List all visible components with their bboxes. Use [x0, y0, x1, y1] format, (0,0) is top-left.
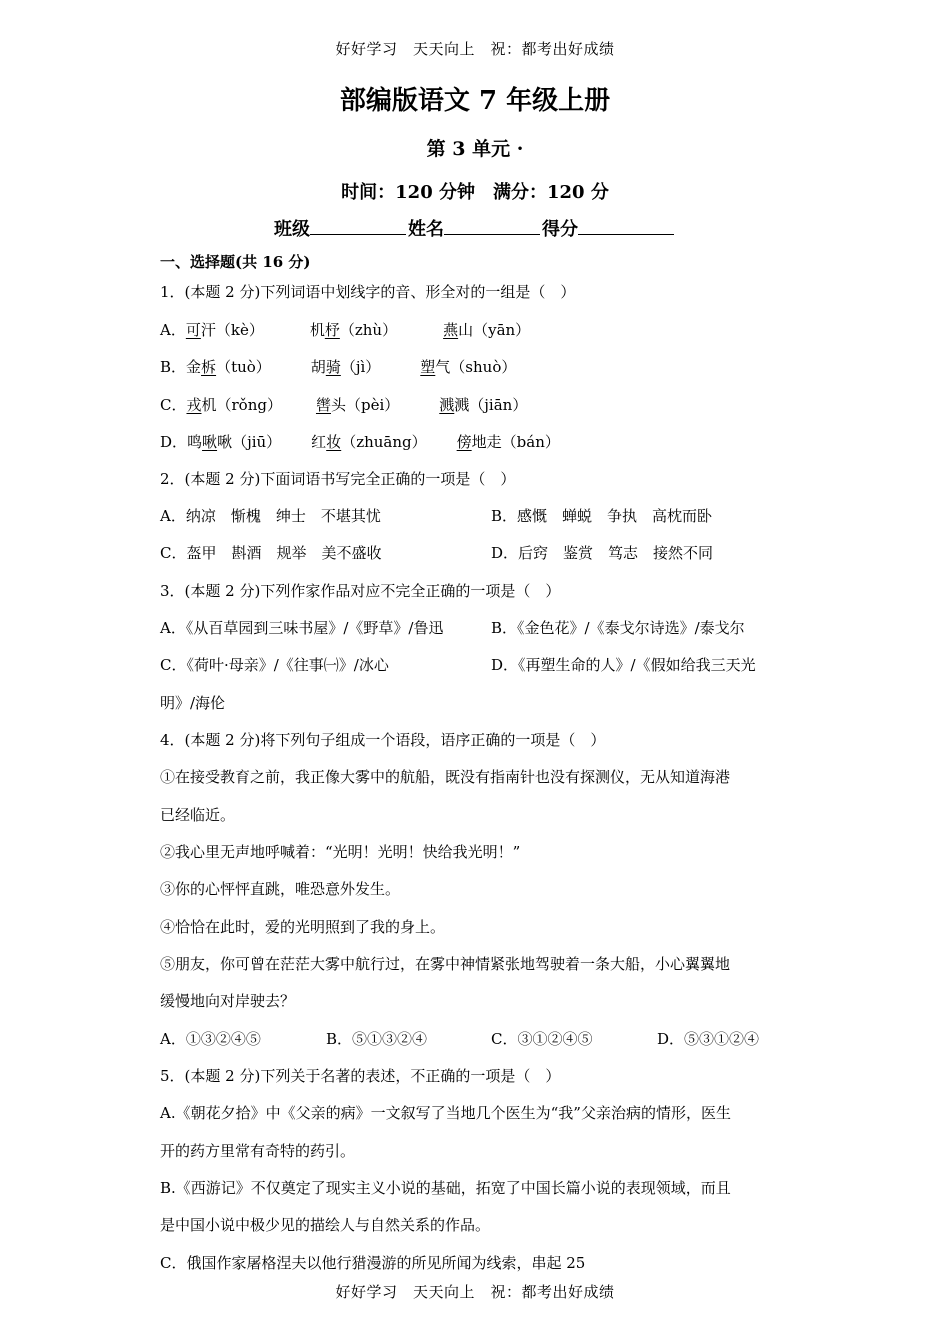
question-4-sentence-5-cont: 缓慢地向对岸驶去？ [160, 992, 296, 1010]
question-3-stem: 3．(本题 2 分)下列作家作品对应不完全正确的一项是（ ） [160, 582, 561, 600]
question-3-option-b: B．《金色花》/《泰戈尔诗选》/泰戈尔 [491, 619, 745, 637]
section-heading: 一、选择题(共 16 分) [160, 253, 311, 271]
question-4-stem: 4．(本题 2 分)将下列句子组成一个语段，语序正确的一项是（ ） [160, 731, 606, 749]
student-info [0, 215, 950, 241]
question-5-option-a: A.《朝花夕拾》中《父亲的病》一文叙写了当地几个医生为“我”父亲治病的情形，医生 [160, 1104, 731, 1122]
question-1-option-d: D．鸣啾啾（jiū） 红妆（zhuāng） 傍地走（bán） [160, 433, 560, 451]
page-title: 部编版语文 7 年级上册 [339, 86, 611, 116]
question-5-option-b-cont: 是中国小说中极少见的描绘人与自然关系的作品。 [160, 1216, 491, 1234]
question-4-sentence-3: ③你的心怦怦直跳，唯恐意外发生。 [160, 880, 401, 898]
name-blank[interactable] [444, 218, 540, 235]
class-label: 班级 [274, 219, 310, 240]
question-1-stem: 1．(本题 2 分)下列词语中划线字的音、形全对的一组是（ ） [160, 283, 576, 301]
unit-title: 第 3 单元 · [426, 138, 524, 160]
question-2-option-b: B．感慨 蝉蜕 争执 高枕而卧 [491, 507, 713, 525]
question-2-option-a: A．纳凉 惭槐 绅士 不堪其忧 [160, 507, 381, 525]
question-3-option-d: D．《再塑生命的人》/《假如给我三天光 [491, 656, 756, 674]
question-1-option-b: B．金柝（tuò） 胡骑（jì） 塑气（shuò） [160, 358, 517, 376]
question-5-option-a-cont: 开的药方里常有奇特的药引。 [160, 1142, 356, 1160]
exam-info: 时间：120 分钟 满分：120 分 [341, 182, 609, 203]
score-label: 得分 [542, 219, 578, 240]
question-2-option-c: C．盔甲 斟酒 规举 美不盛收 [160, 544, 382, 562]
question-4-option-d: D．⑤③①②④ [657, 1030, 760, 1048]
question-2-stem: 2．(本题 2 分)下面词语书写完全正确的一项是（ ） [160, 470, 516, 488]
question-3-option-d-cont: 明》/海伦 [160, 694, 226, 712]
question-4-option-a: A．①③②④⑤ [160, 1030, 261, 1048]
question-5-option-b: B.《西游记》不仅奠定了现实主义小说的基础，拓宽了中国长篇小说的表现领域，而且 [160, 1179, 731, 1197]
question-4-sentence-1-cont: 已经临近。 [160, 806, 236, 824]
question-4-sentence-4: ④恰恰在此时，爱的光明照到了我的身上。 [160, 918, 446, 936]
page-footer: 好好学习 天天向上 祝：都考出好成绩 [335, 1283, 615, 1301]
question-5-stem: 5．(本题 2 分)下列关于名著的表述，不正确的一项是（ ） [160, 1067, 561, 1085]
question-3-option-c: C．《荷叶·母亲》/《往事㈠》/冰心 [160, 656, 389, 674]
name-label: 姓名 [408, 219, 444, 240]
question-4-sentence-5: ⑤朋友，你可曾在茫茫大雾中航行过，在雾中神情紧张地驾驶着一条大船，小心翼翼地 [160, 955, 731, 973]
class-blank[interactable] [310, 218, 406, 235]
question-4-sentence-2: ②我心里无声地呼喊着：“光明！光明！快给我光明！” [160, 843, 521, 861]
page-header: 好好学习 天天向上 祝：都考出好成绩 [335, 40, 615, 58]
question-4-option-c: C．③①②④⑤ [491, 1030, 593, 1048]
question-2-option-d: D．后窍 鉴赏 笃志 接然不同 [491, 544, 714, 562]
question-4-option-b: B．⑤①③②④ [326, 1030, 428, 1048]
question-5-option-c: C．俄国作家屠格涅夫以他行猎漫游的所见所闻为线索，串起 25 [160, 1254, 586, 1272]
score-blank[interactable] [578, 218, 674, 235]
question-3-option-a: A．《从百草园到三味书屋》/《野草》/鲁迅 [160, 619, 444, 637]
question-1-option-c: C．戎机（rǒng） 辔头（pèi） 溅溅（jiān） [160, 396, 528, 414]
question-1-option-a: A．可汗（kè） 机杼（zhù） 燕山（yān） [160, 321, 531, 339]
question-4-sentence-1: ①在接受教育之前，我正像大雾中的航船，既没有指南针也没有探测仪，无从知道海港 [160, 768, 731, 786]
